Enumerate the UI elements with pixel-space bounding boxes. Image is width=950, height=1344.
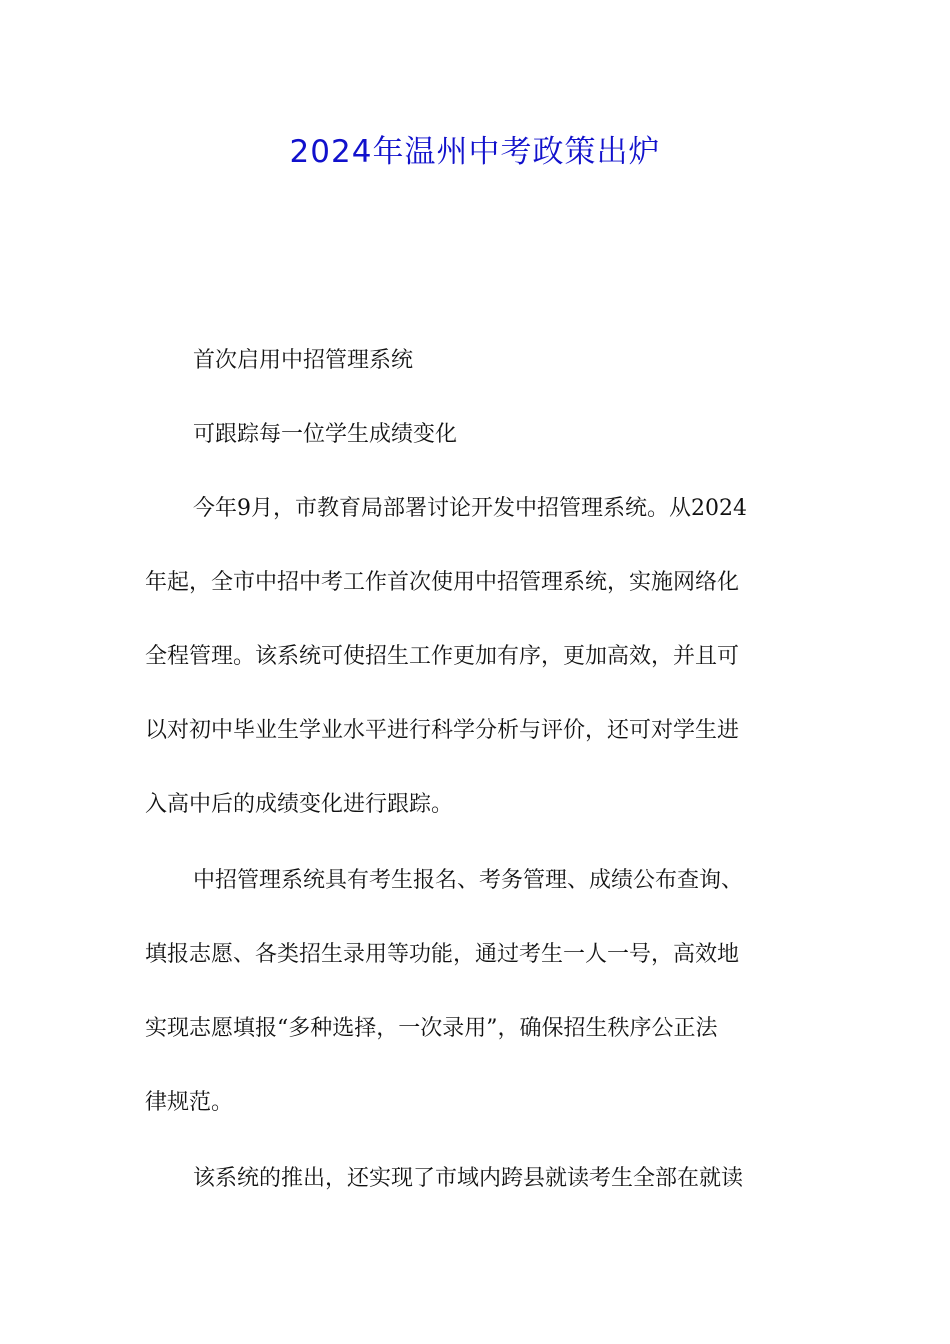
paragraph-4-line-1: 中招管理系统具有考生报名、考务管理、成绩公布查询、: [193, 868, 744, 893]
paragraph-5-line-1: 该系统的推出，还实现了市域内跨县就读考生全部在就读: [193, 1166, 744, 1191]
paragraph-1-line-1: 首次启用中招管理系统: [193, 348, 414, 373]
paragraph-3-line-4: 以对初中毕业生学业水平进行科学分析与评价，还可对学生进: [145, 718, 740, 743]
paragraph-3-line-1: 今年9月，市教育局部署讨论开发中招管理系统。从2024: [193, 496, 747, 521]
document-title: 2024年温州中考政策出炉: [289, 134, 661, 170]
paragraph-4-line-2: 填报志愿、各类招生录用等功能，通过考生一人一号，高效地: [145, 942, 740, 967]
paragraph-3-line-2: 年起，全市中招中考工作首次使用中招管理系统，实施网络化: [145, 570, 740, 595]
document-body: [145, 340, 805, 1200]
paragraph-2-line-1: 可跟踪每一位学生成绩变化: [193, 422, 458, 447]
paragraph-4-line-3: 实现志愿填报“多种选择，一次录用”，确保招生秩序公正法: [145, 1016, 718, 1041]
paragraph-3-line-3: 全程管理。该系统可使招生工作更加有序，更加高效，并且可: [145, 644, 740, 669]
paragraph-3-line-5: 入高中后的成绩变化进行跟踪。: [145, 792, 454, 817]
paragraph-4-line-4: 律规范。: [145, 1090, 234, 1115]
